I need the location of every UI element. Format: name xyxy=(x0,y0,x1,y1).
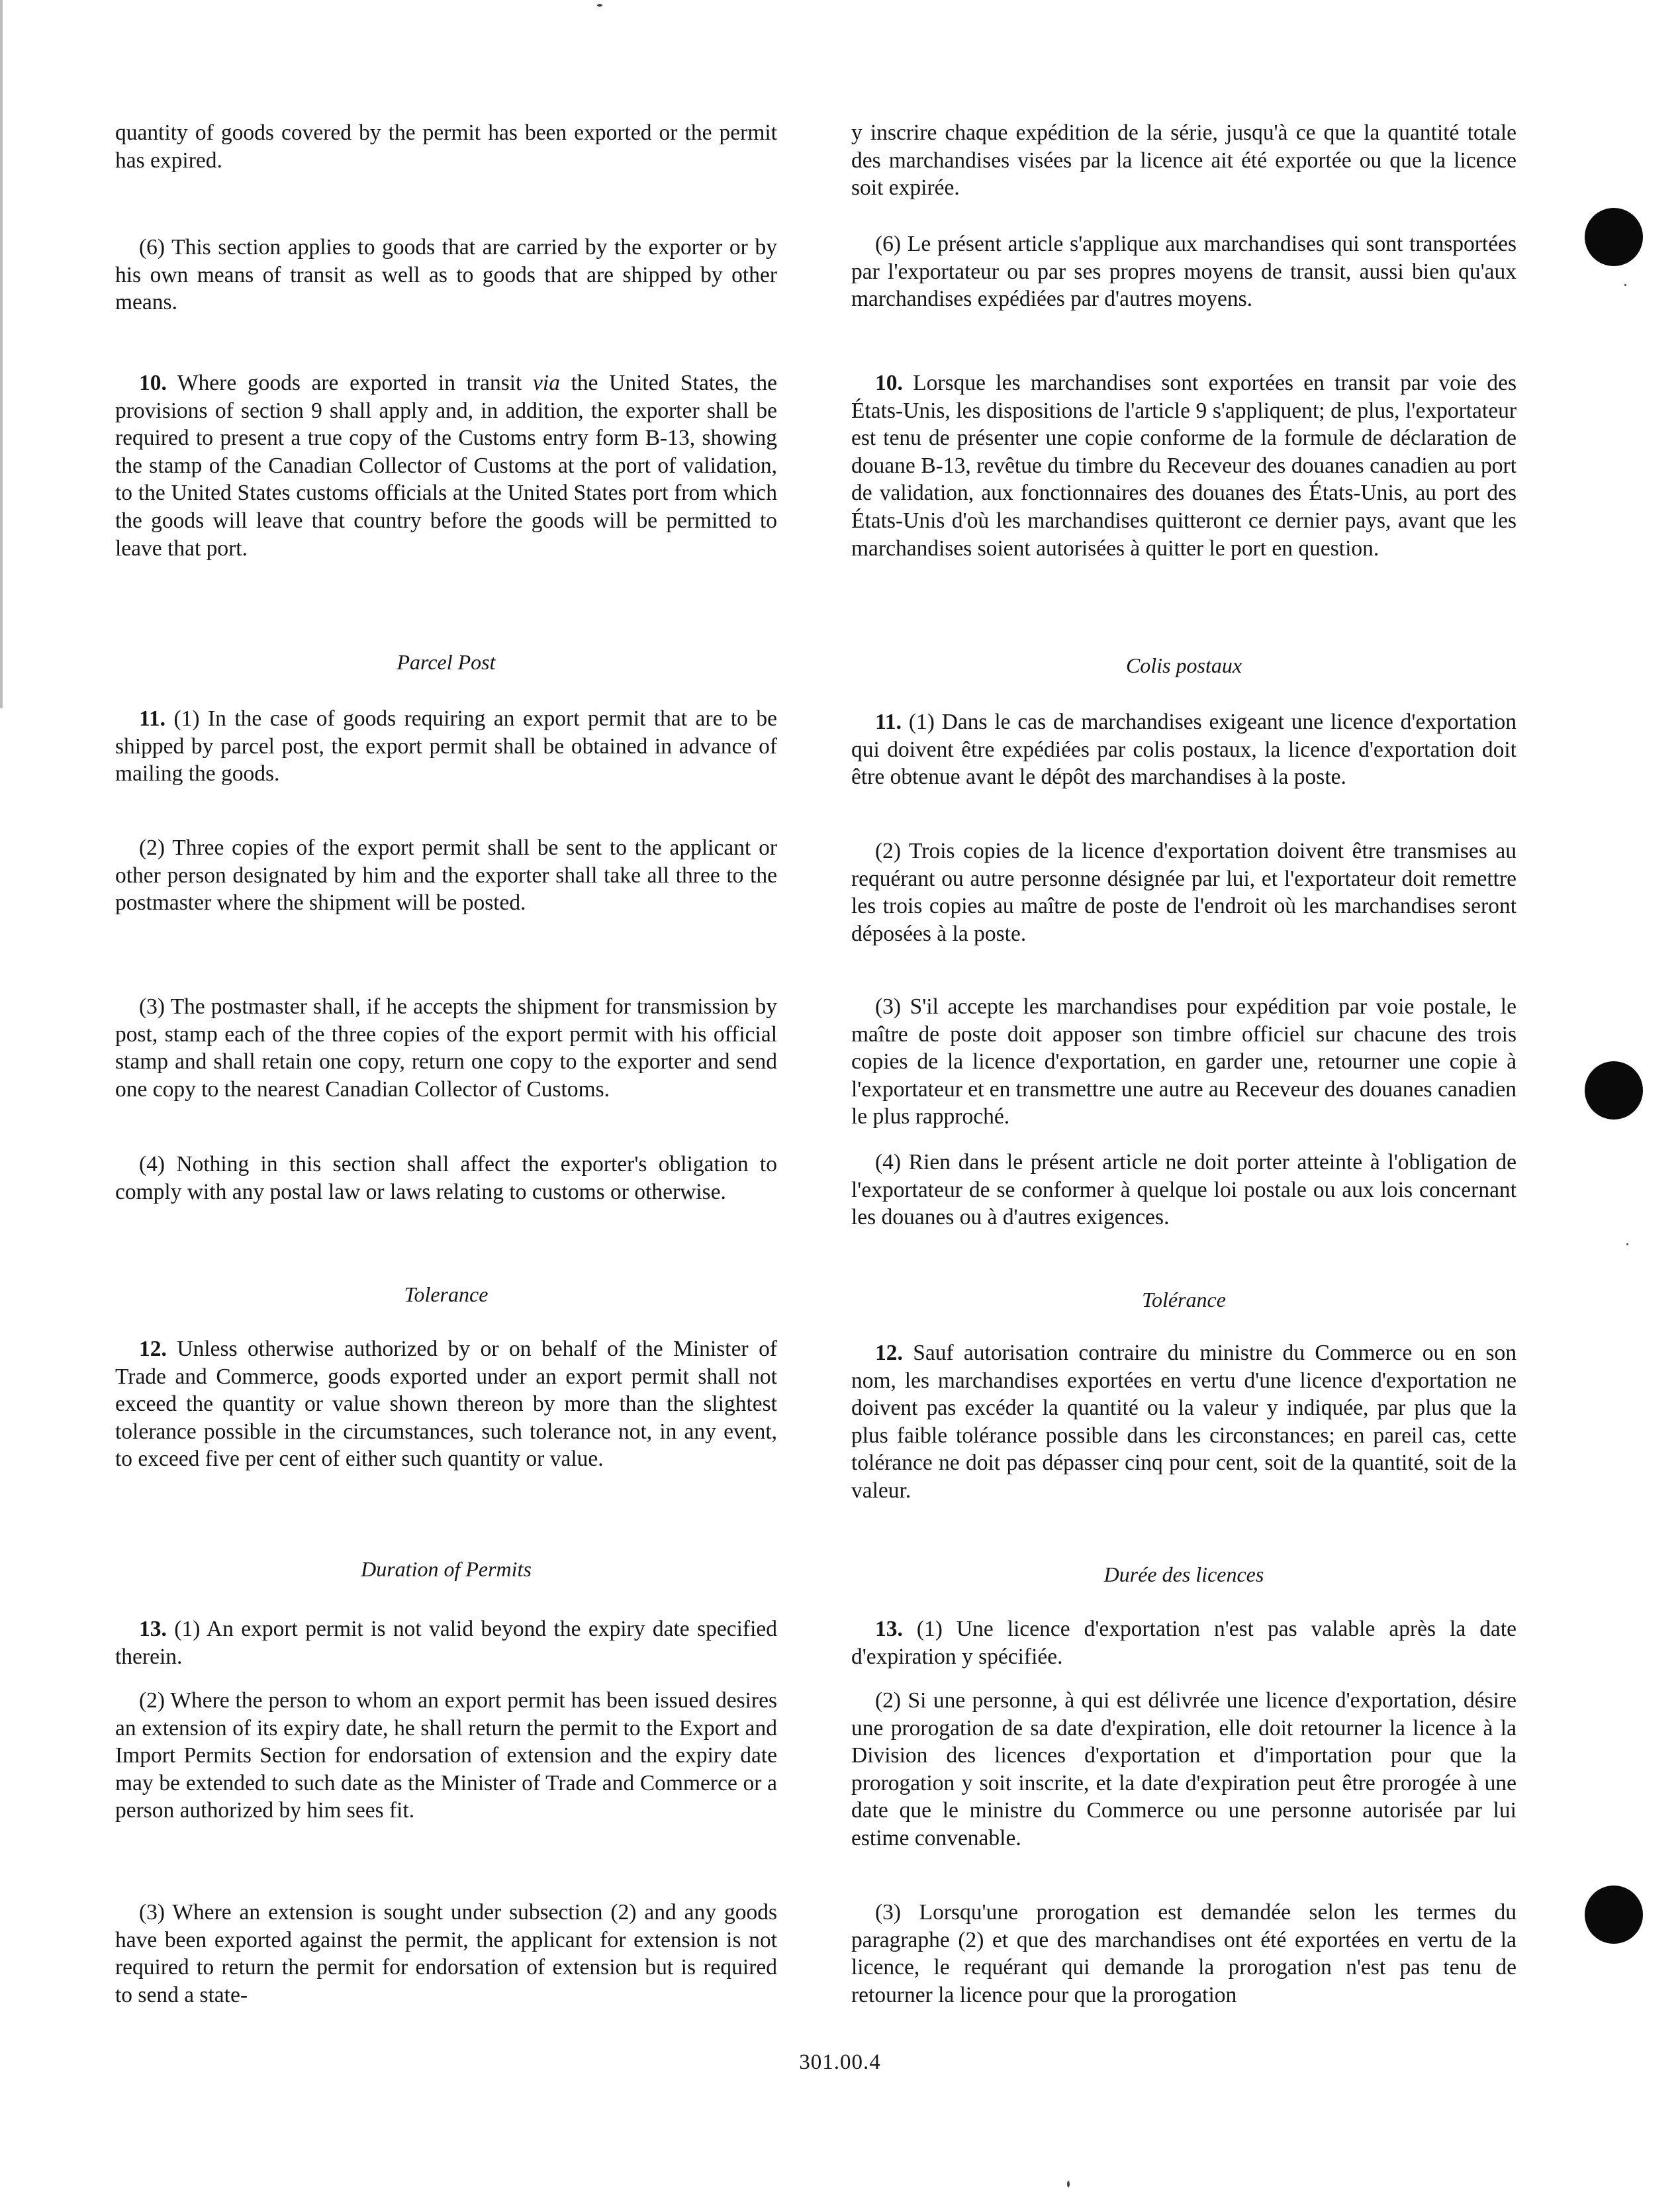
section-heading: Tolerance xyxy=(404,1282,489,1306)
paragraph-text: Lorsque les marchandises sont exportées en transit par voie des États-Unis, les dispositions de l'article 9 s'appliquent; de plus, l'exportateur est tenu de présenter une copie conforme de la formule de déclaration de douane B-13, revêtue du timbre du Receveur des douanes canadien au port de validation, aux fonctionnaires des douanes des États-Unis, au port des États-Unis d'où les marchandises quitteront ce dernier pays, avant que les marchandises soient autorisées à quitter le port en question. xyxy=(851,371,1517,561)
scan-speck xyxy=(1067,2181,1070,2187)
paragraph-block xyxy=(115,993,777,1103)
paragraph-block xyxy=(851,119,1517,202)
paragraph-block xyxy=(115,1687,777,1825)
paragraph-text: (1) Une licence d'exportation n'est pas valable après la date d'expiration y spécifiée. xyxy=(851,1617,1517,1669)
paragraph xyxy=(115,1151,777,1206)
punch-hole xyxy=(1585,1886,1643,1944)
heading-block xyxy=(115,649,777,675)
paragraph xyxy=(851,1149,1517,1231)
paragraph-block xyxy=(115,705,777,788)
paragraph xyxy=(115,993,777,1103)
scan-speck xyxy=(597,4,602,7)
paragraph-block xyxy=(851,369,1517,562)
paragraph-text: (3) S'il accepte les marchandises pour expédition par voie postale, le maître de poste doit apposer son timbre officiel sur chacune des trois copies de la licence d'exportation, en garder une, retourner une copie à l'exportateur et en transmettre une autre au Receveur des douanes canadien le plus rapproché. xyxy=(851,994,1517,1129)
paragraph-block xyxy=(115,1615,777,1670)
punch-hole xyxy=(1585,208,1643,266)
paragraph-text: (2) Trois copies de la licence d'exportation doivent être transmises au requérant ou autre personne désignée par lui, et l'exportateur doit remettre les trois copies au maître de poste de l'endroit où les marchandises seront déposées à la poste. xyxy=(851,839,1517,946)
section-number: 10. xyxy=(875,371,903,395)
paragraph-block xyxy=(851,1899,1517,2009)
paragraph xyxy=(115,1335,777,1473)
paragraph-text: (2) Where the person to whom an export permit has been issued desires an extension of its expiry date, he shall return the permit to the Export and Import Permits Section for endorsation of extension and the expiry date may be extended to such date as the Minister of Trade and Commerce or a person authorized by him sees fit. xyxy=(115,1688,777,1823)
paragraph-block xyxy=(851,230,1517,313)
paragraph xyxy=(115,1615,777,1670)
paragraph-text: (3) Where an extension is sought under subsection (2) and any goods have been exported against the permit, the applicant for extension is not required to return the permit for endorsation of extension but is required to send a state- xyxy=(115,1900,777,2007)
paragraph xyxy=(851,1339,1517,1505)
paragraph-block xyxy=(851,837,1517,947)
heading-block xyxy=(851,1286,1517,1313)
paragraph-block xyxy=(115,119,777,174)
paragraph xyxy=(851,708,1517,791)
section-heading: Durée des licences xyxy=(1103,1562,1264,1586)
paragraph-block xyxy=(115,834,777,917)
paragraph-block xyxy=(851,1687,1517,1852)
scan-speck xyxy=(1624,284,1626,286)
paragraph-block xyxy=(851,993,1517,1131)
paragraph-block xyxy=(115,1151,777,1206)
heading-block xyxy=(851,652,1517,679)
section-number: 13. xyxy=(139,1617,167,1641)
paragraph-text: Unless otherwise authorized by or on behalf of the Minister of Trade and Commerce, goods exported under an export permit shall not exceed the quantity or value shown thereon by more than the slightest tolerance possible in the circumstances, such tolerance not, in any event, to exceed five per cent of either such quantity or value. xyxy=(115,1337,777,1472)
paragraph-text: (2) Three copies of the export permit shall be sent to the applicant or other person designated by him and the exporter shall take all three to the postmaster where the shipment will be posted. xyxy=(115,835,777,916)
paragraph-block xyxy=(115,1335,777,1473)
paragraph xyxy=(115,369,777,562)
section-heading: Colis postaux xyxy=(1125,653,1242,677)
heading-block xyxy=(851,1561,1517,1588)
paragraph-text: y inscrire chaque expédition de la série, jusqu'à ce que la quantité totale des marchandises visées par la licence ait été exportée ou que la licence soit expirée. xyxy=(851,120,1517,201)
paragraph xyxy=(115,1899,777,2009)
english-column xyxy=(115,0,777,2196)
paragraph xyxy=(851,993,1517,1131)
paragraph-text: (1) In the case of goods requiring an export permit that are to be shipped by parcel post, the export permit shall be obtained in advance of mailing the goods. xyxy=(115,706,777,787)
paragraph-block xyxy=(851,1339,1517,1505)
paragraph-text: (1) Dans le cas de marchandises exigeant une licence d'exportation qui doivent être expédiées par colis postaux, la licence d'exportation doit être obtenue avant le dépôt des marchandises à la poste. xyxy=(851,710,1517,790)
paragraph-text: (6) Le présent article s'applique aux marchandises qui sont transportées par l'exportateur ou par ses propres moyens de transit, aussi bien qu'aux marchandises expédiées par d'autres moyens. xyxy=(851,232,1517,312)
paragraph-block xyxy=(851,708,1517,791)
paragraph xyxy=(851,369,1517,562)
paragraph xyxy=(851,1615,1517,1670)
paragraph-text: (6) This section applies to goods that are carried by the exporter or by his own means of transit as well as to goods that are shipped by other means. xyxy=(115,235,777,315)
page-number: 301.00.4 xyxy=(799,2050,881,2074)
paragraph-text: (2) Si une personne, à qui est délivrée une licence d'exportation, désire une prorogation de sa date d'expiration, elle doit retourner la licence à la Division des licences d'exportation et d'importation pour que la prorogation y soit inscrite, et la date d'expiration peut être prorogée à une date que le ministre du Commerce ou une personne autorisée par lui estime convenable. xyxy=(851,1688,1517,1850)
paragraph-text: Where goods are exported in transit via the United States, the provisions of section 9 shall apply and, in addition, the exporter shall be required to present a true copy of the Customs entry form B-13, showing the stamp of the Canadian Collector of Customs at the port of validation, to the United States customs officials at the United States port from which the goods will leave that country before the goods will be permitted to leave that port. xyxy=(115,371,777,561)
paragraph-text: Sauf autorisation contraire du ministre du Commerce ou en son nom, les marchandises exportées en vertu d'une licence d'exportation ne doivent pas excéder la quantité ou la valeur y indiquée, par plus que la plus faible tolérance possible dans les circonstances; en pareil cas, cette tolérance ne doit pas dépasser cinq pour cent, soit de la quantité, soit de la valeur. xyxy=(851,1341,1517,1503)
heading-block xyxy=(115,1281,777,1308)
paragraph-block xyxy=(851,1149,1517,1231)
paragraph xyxy=(851,119,1517,202)
scan-edge xyxy=(0,0,3,708)
paragraph-text: (4) Nothing in this section shall affect the exporter's obligation to comply with any postal law or laws relating to customs or otherwise. xyxy=(115,1152,777,1204)
section-number: 13. xyxy=(875,1617,903,1641)
paragraph xyxy=(851,1899,1517,2009)
heading-block xyxy=(115,1556,777,1582)
french-column xyxy=(851,0,1517,2196)
paragraph xyxy=(851,230,1517,313)
section-number: 11. xyxy=(139,706,166,731)
paragraph xyxy=(115,234,777,316)
scan-speck xyxy=(1626,1243,1628,1245)
punch-hole xyxy=(1585,1061,1643,1120)
section-number: 10. xyxy=(139,371,167,395)
paragraph-text: (1) An export permit is not valid beyond the expiry date specified therein. xyxy=(115,1617,778,1669)
paragraph-text: (4) Rien dans le présent article ne doit porter atteinte à l'obligation de l'exportateur de se conformer à quelque loi postale ou aux lois concernant les douanes ou à d'autres exigences. xyxy=(851,1150,1517,1230)
section-heading: Tolérance xyxy=(1142,1288,1226,1312)
section-heading: Duration of Permits xyxy=(361,1557,532,1581)
paragraph xyxy=(115,1687,777,1825)
paragraph-block xyxy=(115,369,777,562)
paragraph xyxy=(115,705,777,788)
paragraph xyxy=(115,834,777,917)
paragraph-block xyxy=(115,234,777,316)
paragraph-text: (3) Lorsqu'une prorogation est demandée selon les termes du paragraphe (2) et que des marchandises ont été exportées en vertu de la licence, le requérant qui demande la prorogation n'est pas tenu de retourner la licence pour que la prorogation xyxy=(851,1900,1517,2007)
paragraph-block xyxy=(851,1615,1517,1670)
section-number: 12. xyxy=(139,1337,167,1361)
section-number: 12. xyxy=(875,1341,903,1365)
paragraph-block xyxy=(115,1899,777,2009)
section-heading: Parcel Post xyxy=(397,650,496,674)
paragraph xyxy=(851,1687,1517,1852)
paragraph-text: (3) The postmaster shall, if he accepts the shipment for transmission by post, stamp each of the three copies of the export permit with his official stamp and shall retain one copy, return one copy to the exporter and send one copy to the nearest Canadian Collector of Customs. xyxy=(115,994,777,1102)
paragraph xyxy=(115,119,777,174)
paragraph xyxy=(851,837,1517,947)
section-number: 11. xyxy=(875,710,902,734)
paragraph-text: quantity of goods covered by the permit has been exported or the permit has expired. xyxy=(115,120,777,173)
